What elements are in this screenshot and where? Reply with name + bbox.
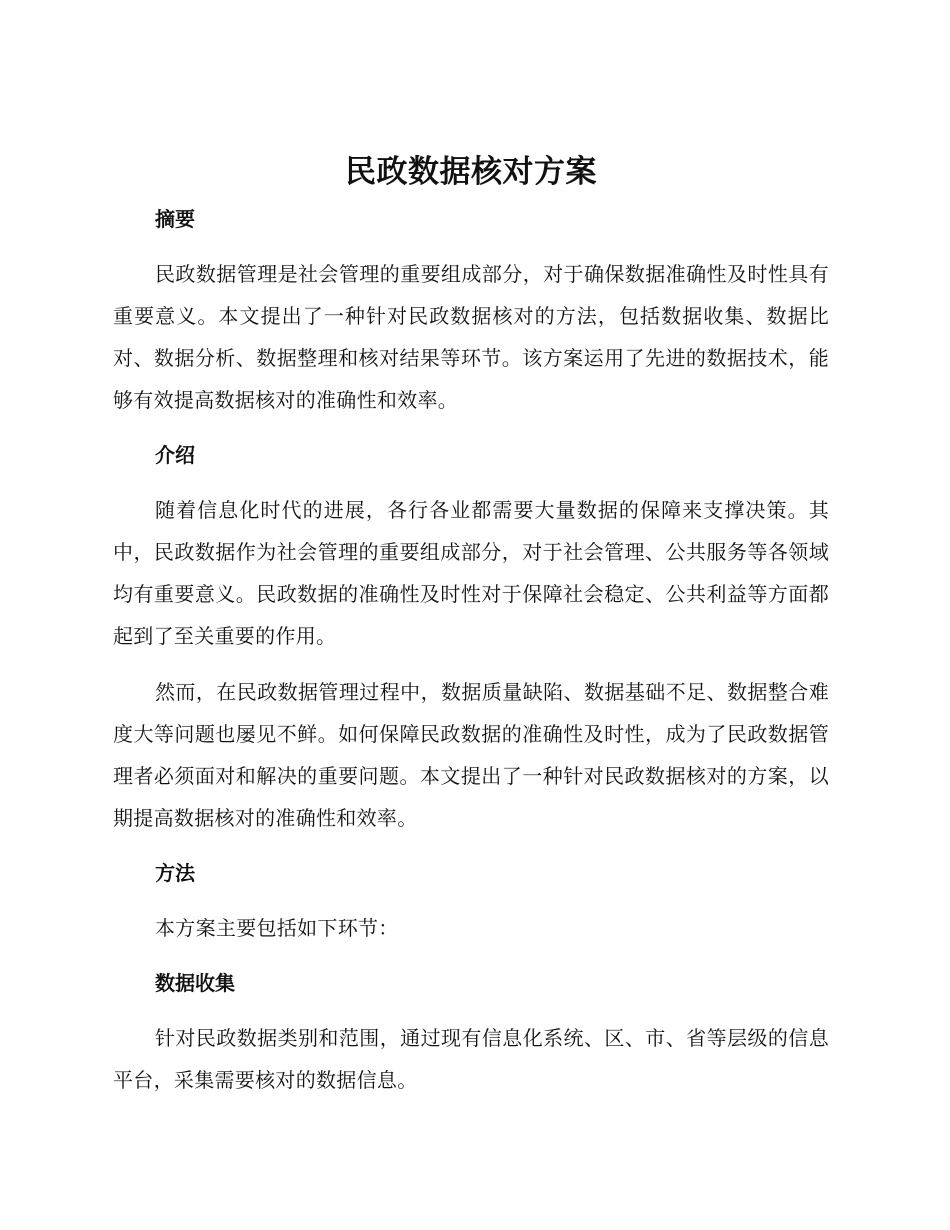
section-heading-data-collection: 数据收集 — [155, 971, 235, 995]
data-collection-paragraph: 针对民政数据类别和范围，通过现有信息化系统、区、市、省等层级的信息平台，采集需要核对的数据信息。 — [113, 1026, 829, 1092]
abstract-paragraph: 民政数据管理是社会管理的重要组成部分，对于确保数据准确性及时性具有重要意义。本文提出了一种针对民政数据核对的方法，包括数据收集、数据比对、数据分析、数据整理和核对结果等环节。该方案运用了先进的数据技术，能够有效提高数据核对的准确性和效率。 — [113, 262, 829, 412]
document-title: 民政数据核对方案 — [345, 154, 597, 190]
section-heading-introduction: 介绍 — [155, 443, 195, 467]
method-paragraph: 本方案主要包括如下环节： — [155, 916, 399, 940]
introduction-paragraph-2: 然而，在民政数据管理过程中，数据质量缺陷、数据基础不足、数据整合难度大等问题也屡见不鲜。如何保障民政数据的准确性及时性，成为了民政数据管理者必须面对和解决的重要问题。本文提出了一种针对民政数据核对的方案，以期提高数据核对的准确性和效率。 — [113, 680, 829, 830]
section-heading-method: 方法 — [155, 861, 195, 885]
introduction-paragraph-1: 随着信息化时代的进展，各行各业都需要大量数据的保障来支撑决策。其中，民政数据作为社会管理的重要组成部分，对于社会管理、公共服务等各领域均有重要意义。民政数据的准确性及时性对于保障社会稳定、公共利益等方面都起到了至关重要的作用。 — [113, 498, 829, 648]
section-heading-abstract: 摘要 — [155, 207, 195, 231]
